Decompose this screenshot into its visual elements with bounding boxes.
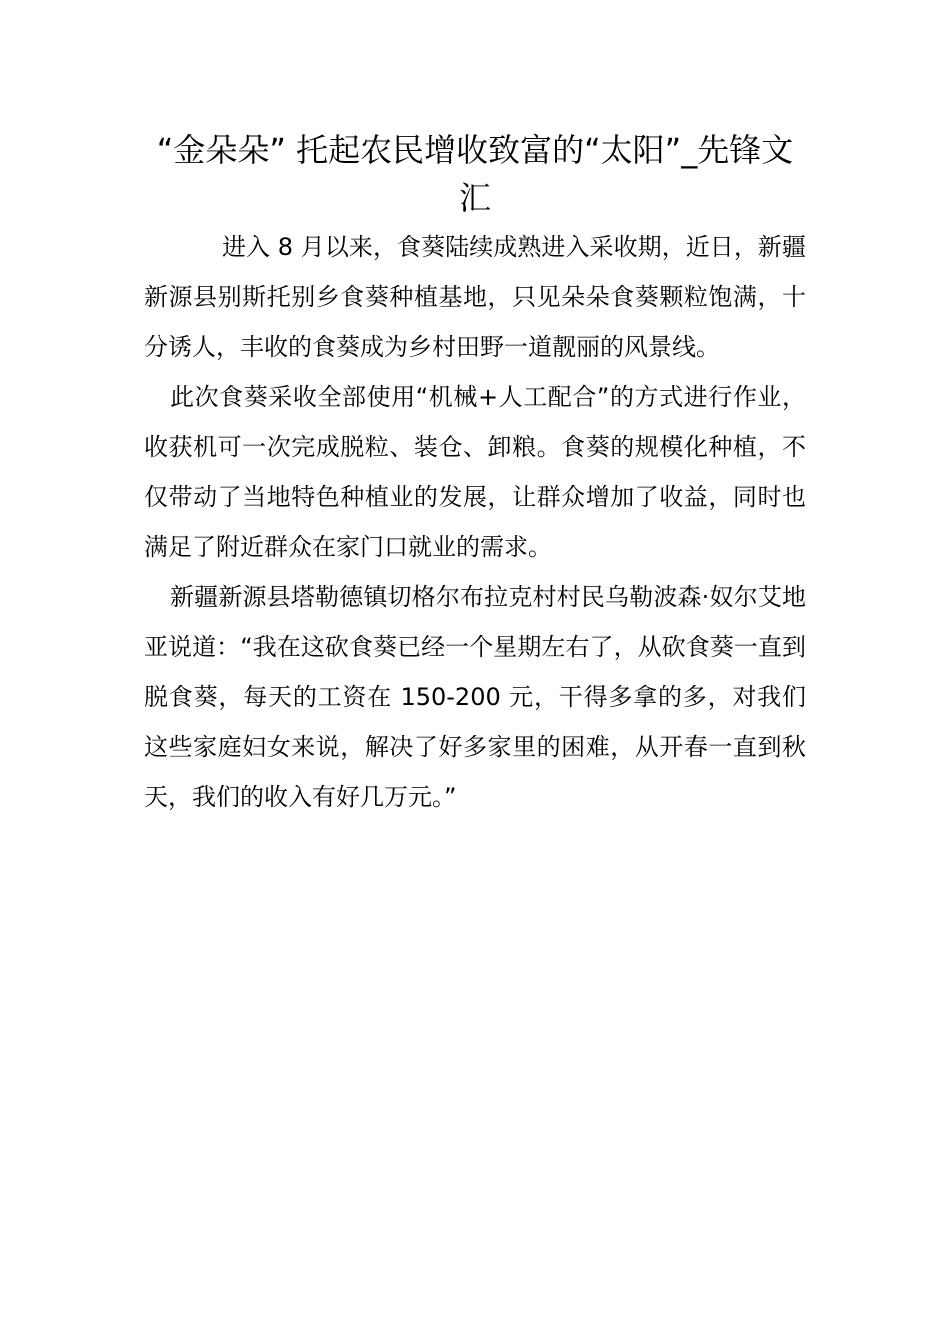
document-title: “金朵朵” 托起农民增收致富的“太阳”_先锋文汇 [156,131,794,217]
paragraph-3: 新疆新源县塔勒德镇切格尔布拉克村村民乌勒波森·奴尔艾地亚说道：“我在这砍食葵已经一个星期左右了，从砍食葵一直到脱食葵，每天的工资在 150-200 元，干得多拿的多，对我们这些家庭妇女来说，解决了好多家里的困难，从开春一直到秋天，我们的收入有好几万元。” [144,583,806,811]
document-body [144,126,806,822]
paragraph-2: 此次食葵采收全部使用“机械+人工配合”的方式进行作业，收获机可一次完成脱粒、装仓、卸粮。食葵的规模化种植，不仅带动了当地特色种植业的发展，让群众增加了收益，同时也满足了附近群众在家门口就业的需求。 [144,383,806,561]
paragraph-1: 进入 8 月以来，食葵陆续成熟进入采收期，近日，新疆新源县别斯托别乡食葵种植基地，只见朵朵食葵颗粒饱满，十分诱人，丰收的食葵成为乡村田野一道靓丽的风景线。 [144,233,806,361]
